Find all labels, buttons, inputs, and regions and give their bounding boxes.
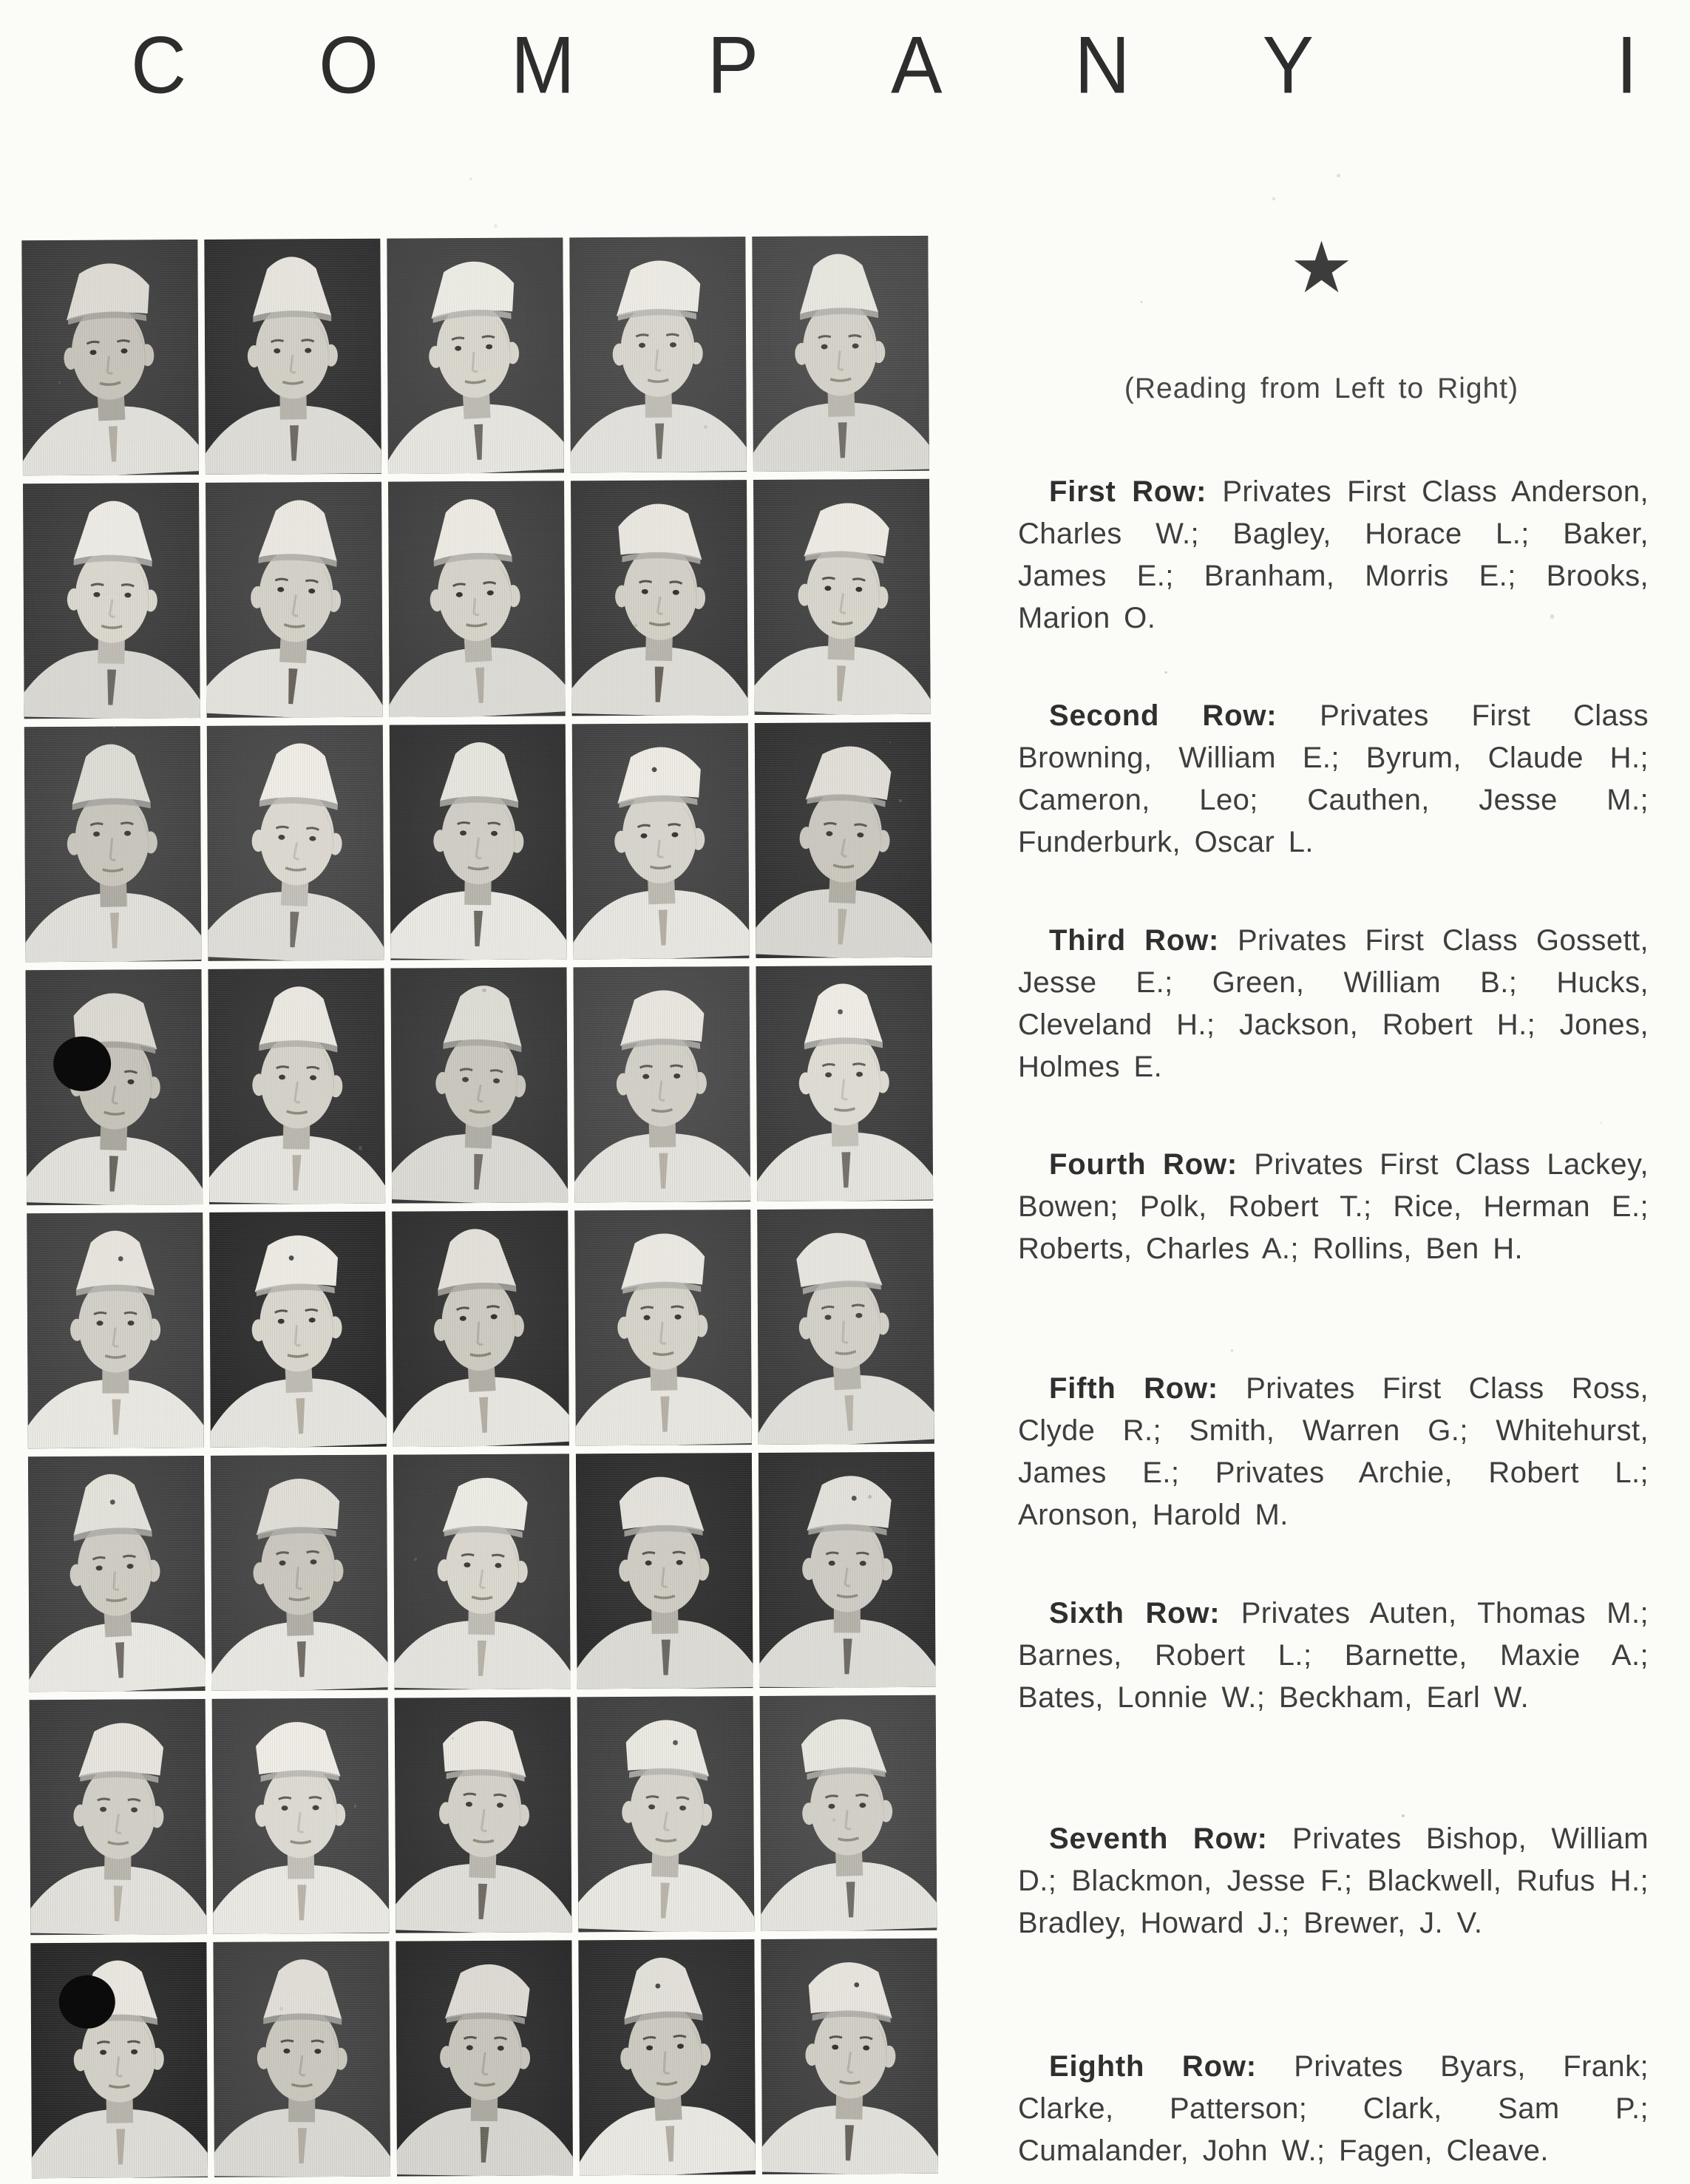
portrait-photo bbox=[23, 483, 200, 719]
portrait-photo bbox=[209, 1212, 387, 1448]
roster-paragraph bbox=[1018, 2046, 1649, 2172]
portrait-photo bbox=[572, 723, 750, 959]
star-icon: ★ bbox=[1289, 226, 1354, 309]
portrait-photo bbox=[752, 236, 929, 472]
portrait-photo bbox=[30, 1699, 207, 1935]
title-letter: Y bbox=[1262, 20, 1314, 111]
roster-paragraph bbox=[1018, 920, 1649, 1088]
scan-speck bbox=[899, 799, 902, 802]
roster-paragraph bbox=[1018, 1144, 1649, 1270]
portrait-photo bbox=[207, 725, 384, 961]
portrait-photo bbox=[30, 1942, 208, 2178]
title-letter: P bbox=[707, 20, 759, 111]
portrait-photo bbox=[390, 724, 567, 960]
roster-row-names: Privates First Class Lackey, Bowen; Polk, Robert T.; Rice, Herman E.; Roberts, Charles A.; Rollins, Ben H. bbox=[1018, 1148, 1649, 1265]
roster-row-label: Eighth Row: bbox=[1049, 2050, 1257, 2083]
roster-column bbox=[1018, 0, 1649, 2182]
scan-speck bbox=[634, 624, 637, 627]
roster-row-names: Privates Auten, Thomas M.; Barnes, Robert L.; Barnette, Maxie A.; Bates, Lonnie W.; Beckham, Earl W. bbox=[1018, 1597, 1649, 1714]
portrait-photo bbox=[28, 1456, 206, 1692]
roster-row-names: Privates First Class Gossett, Jesse E.; Green, William B.; Hucks, Cleveland H.; Jackson, Robert H.; Jones, Holmes E. bbox=[1018, 924, 1649, 1083]
roster-row-label: Sixth Row: bbox=[1049, 1597, 1221, 1629]
roster-paragraph bbox=[1018, 695, 1649, 864]
scan-speck bbox=[469, 177, 472, 180]
roster-row-names: Privates First Class Browning, William E.; Byrum, Claude H.; Cameron, Leo; Cauthen, Jesse M.; Funderburk, Oscar L. bbox=[1018, 699, 1649, 858]
title-letter: A bbox=[891, 20, 943, 111]
portrait-photo bbox=[577, 1696, 755, 1932]
title-numeral: I bbox=[1616, 20, 1638, 111]
title-letter: M bbox=[511, 20, 575, 111]
scan-speck bbox=[1164, 671, 1167, 674]
portrait-photo bbox=[395, 1697, 572, 1933]
portrait-photo bbox=[388, 481, 566, 716]
scan-speck bbox=[858, 1130, 862, 1133]
title-letter: N bbox=[1074, 20, 1130, 111]
roster-row-names: Privates Bishop, William D.; Blackmon, Jesse F.; Blackwell, Rufus H.; Bradley, Howard J.; Brewer, J. V. bbox=[1018, 1822, 1649, 1939]
portrait-photo bbox=[761, 1939, 938, 2174]
portrait-photo bbox=[211, 1455, 388, 1691]
roster-row-label: First Row: bbox=[1049, 475, 1207, 508]
scan-speck bbox=[482, 988, 486, 993]
portrait-photo bbox=[25, 969, 203, 1205]
roster-row-names: Privates Byars, Frank; Clarke, Patterson; Clark, Sam P.; Cumalander, John W.; Fagen, Cleave. bbox=[1018, 2050, 1649, 2167]
scan-speck bbox=[414, 1558, 417, 1561]
portrait-photo bbox=[576, 1453, 753, 1689]
roster-row-label: Third Row: bbox=[1049, 924, 1220, 957]
portrait-photo bbox=[756, 966, 933, 1201]
title-letter: O bbox=[319, 20, 379, 111]
portrait-photo bbox=[755, 722, 932, 958]
scan-speck bbox=[1601, 1122, 1603, 1124]
roster-paragraph bbox=[1018, 1368, 1649, 1536]
roster-row-label: Fifth Row: bbox=[1049, 1372, 1219, 1405]
portrait-photo bbox=[573, 966, 750, 1202]
scan-speck bbox=[1231, 1349, 1233, 1352]
portrait-photo bbox=[21, 240, 199, 475]
portrait-photo bbox=[759, 1452, 936, 1688]
roster-row-label: Seventh Row: bbox=[1049, 1822, 1268, 1855]
portrait-photo bbox=[574, 1210, 752, 1445]
scan-speck bbox=[1141, 301, 1142, 302]
portrait-photo bbox=[757, 1209, 934, 1445]
portrait-photo bbox=[206, 482, 383, 718]
roster-paragraph bbox=[1018, 1818, 1649, 1944]
scan-speck bbox=[58, 381, 61, 384]
scan-speck bbox=[1541, 2109, 1543, 2112]
reading-note: (Reading from Left to Right) bbox=[1124, 373, 1519, 404]
title-letter: C bbox=[131, 20, 187, 111]
roster-row-names: Privates First Class Ross, Clyde R.; Smith, Warren G.; Whitehurst, James E.; Privates Archie, Robert L.; Aronson, Harold M. bbox=[1018, 1372, 1649, 1531]
portrait-photo bbox=[212, 1698, 390, 1934]
portrait-photo bbox=[387, 237, 564, 473]
portrait-photo bbox=[213, 1941, 390, 2177]
portrait-photo bbox=[24, 726, 202, 962]
portrait-photo bbox=[204, 239, 381, 475]
portrait-photo bbox=[571, 480, 748, 716]
portrait-photo bbox=[390, 967, 568, 1203]
portrait-photo bbox=[578, 1939, 756, 2175]
roster-row-names: Privates First Class Anderson, Charles W.; Bagley, Horace L.; Baker, James E.; Branham, Morris E.; Brooks, Marion O. bbox=[1018, 475, 1649, 634]
roster-row-label: Second Row: bbox=[1049, 699, 1277, 732]
portrait-photo bbox=[760, 1695, 937, 1931]
portrait-photo bbox=[393, 1454, 571, 1689]
censor-dot bbox=[59, 1975, 115, 2028]
roster-paragraph bbox=[1018, 1593, 1649, 1719]
portrait-photo bbox=[27, 1213, 204, 1448]
portrait-photo bbox=[396, 1940, 573, 2176]
roster-row-label: Fourth Row: bbox=[1049, 1148, 1238, 1181]
roster-paragraph bbox=[1018, 471, 1649, 640]
portrait-photo bbox=[392, 1210, 569, 1446]
portrait-photo bbox=[753, 479, 931, 715]
portrait-photo bbox=[569, 237, 747, 472]
portrait-photo bbox=[208, 969, 385, 1204]
